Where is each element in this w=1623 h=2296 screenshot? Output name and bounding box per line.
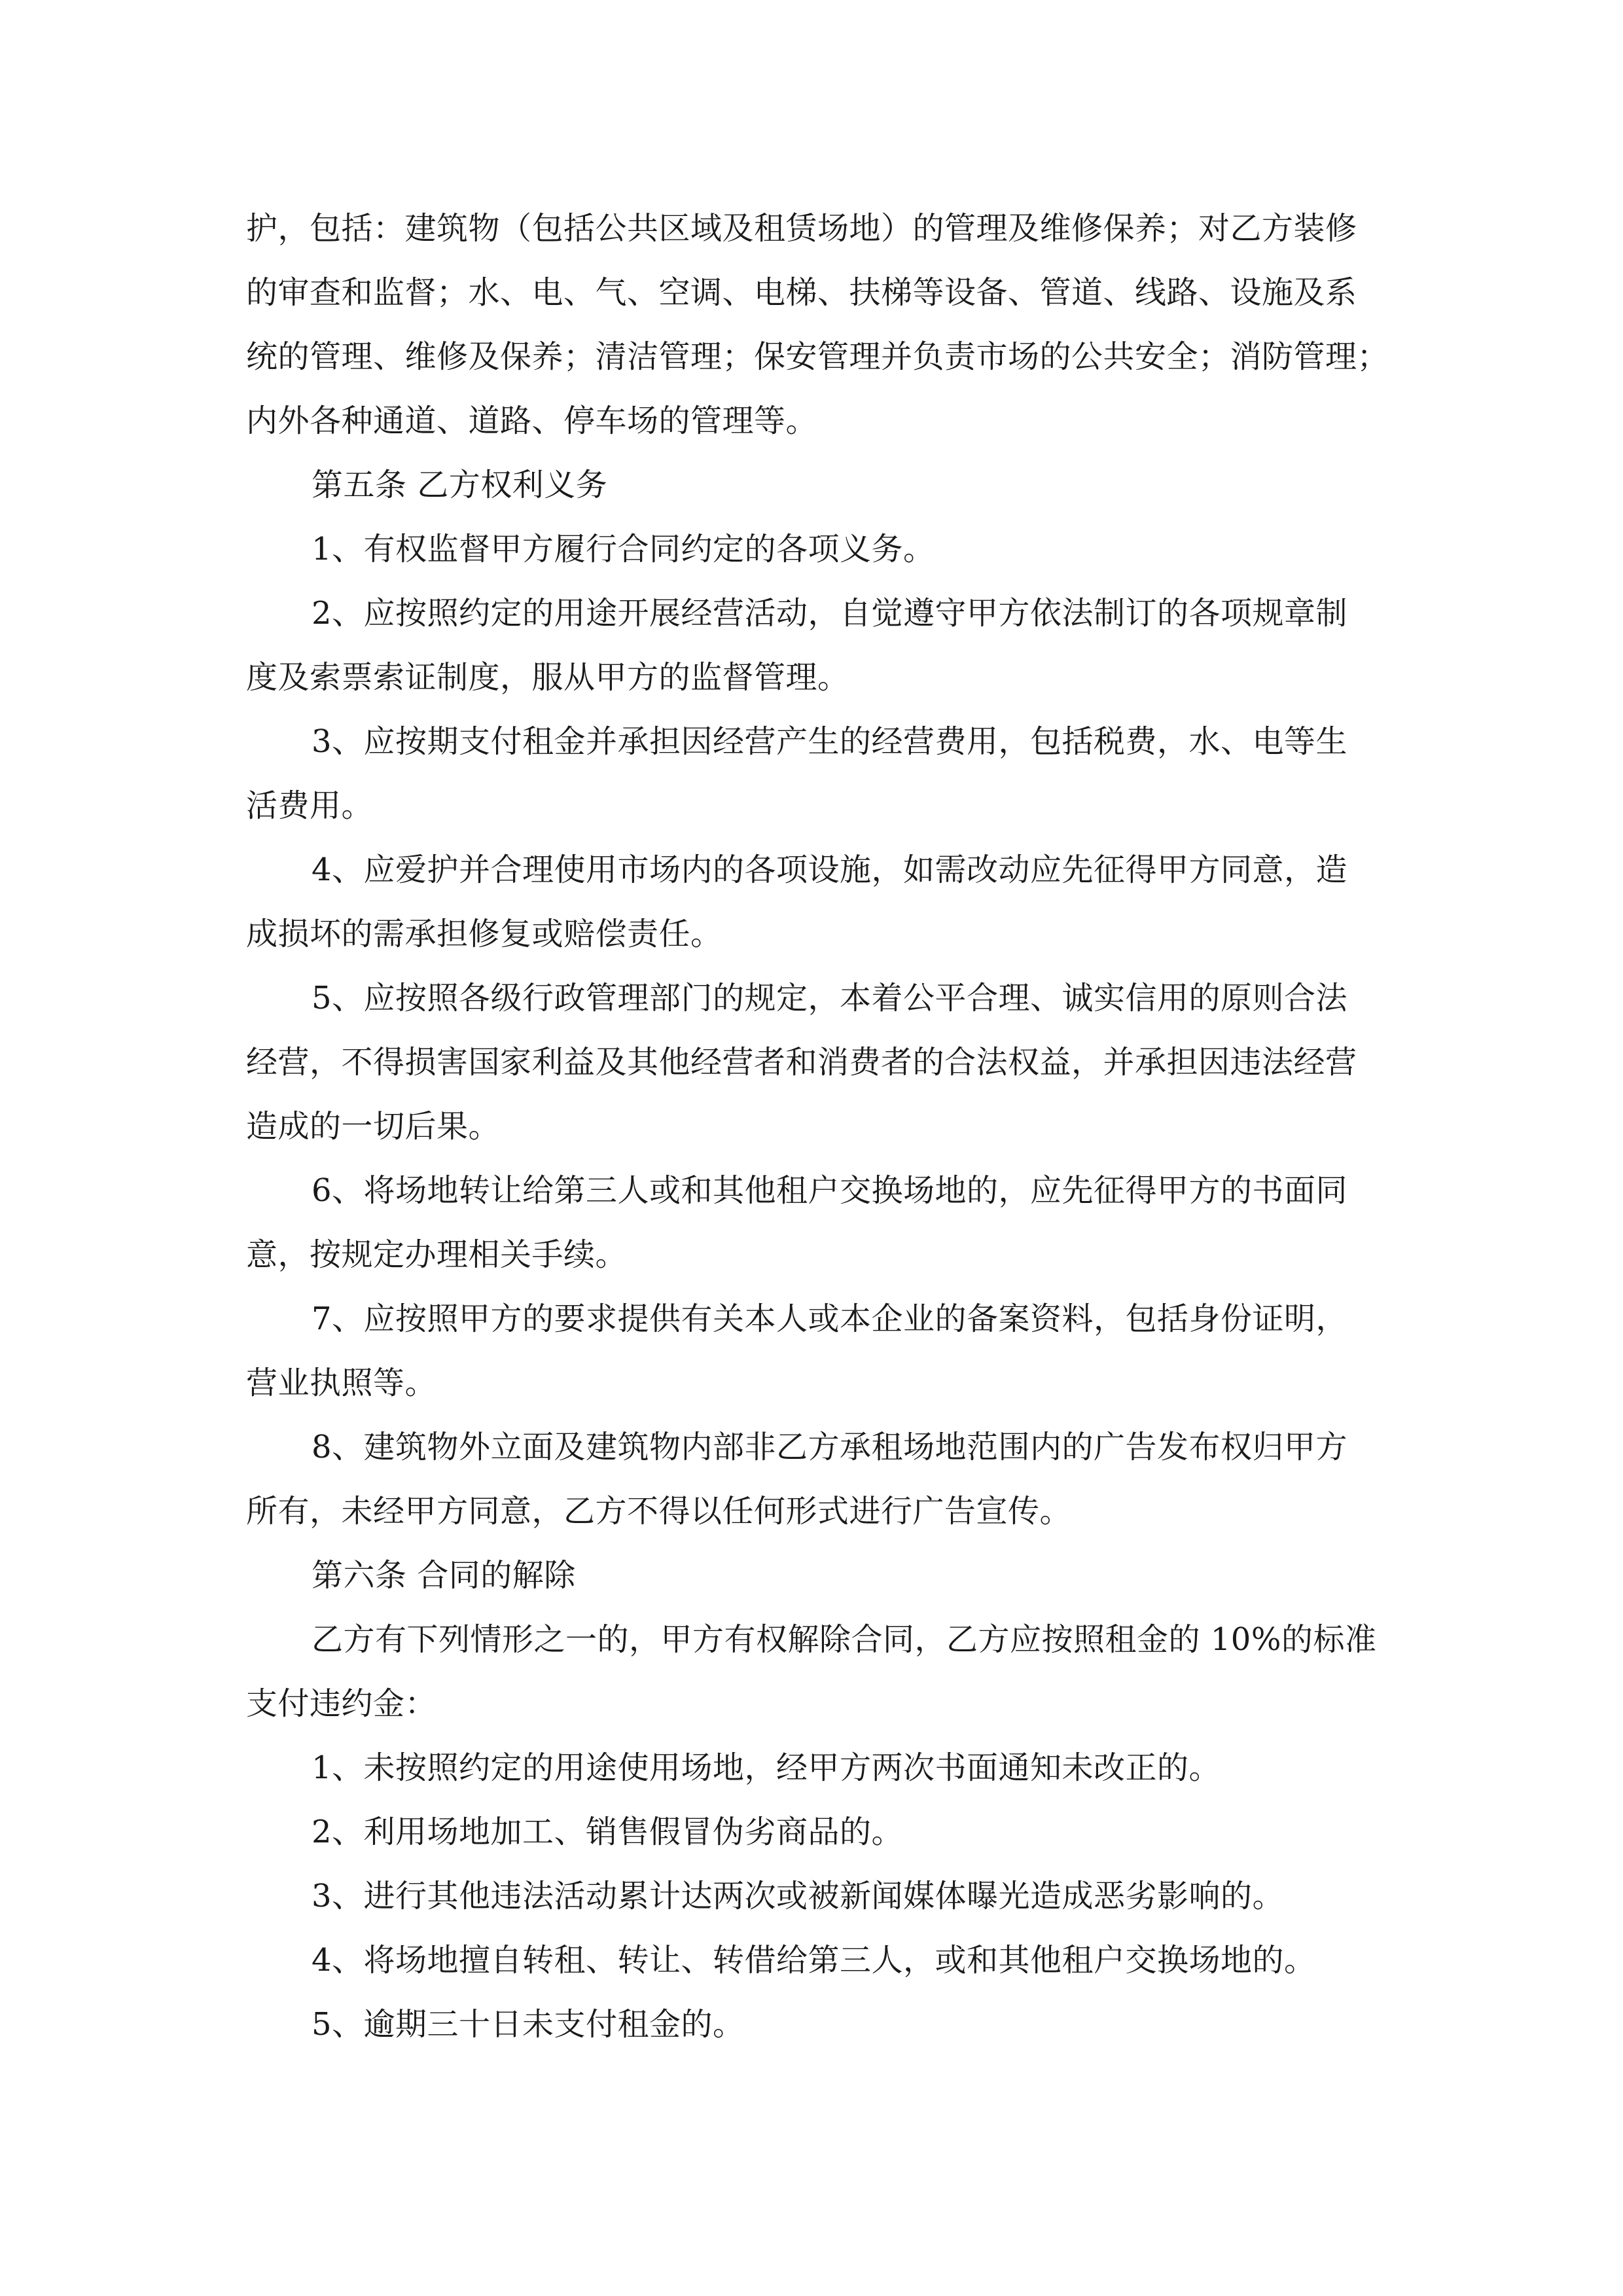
text-line: 活费用。 bbox=[246, 787, 374, 824]
text-line: 经营，不得损害国家利益及其他经营者和消费者的合法权益，并承担因违法经营 bbox=[246, 1044, 1357, 1081]
text-line: 的审查和监督；水、电、气、空调、电梯、扶梯等设备、管道、线路、设施及系 bbox=[246, 274, 1357, 311]
document-body bbox=[246, 196, 1424, 2056]
text-line: 3、应按期支付租金并承担因经营产生的经营费用，包括税费，水、电等生 bbox=[312, 723, 1348, 760]
text-line: 支付违约金： bbox=[246, 1685, 437, 1722]
text-line: 护，包括：建筑物（包括公共区域及租赁场地）的管理及维修保养；对乙方装修 bbox=[246, 210, 1357, 247]
text-line: 5、逾期三十日未支付租金的。 bbox=[312, 2006, 745, 2043]
text-line: 内外各种通道、道路、停车场的管理等。 bbox=[246, 403, 818, 439]
text-line: 营业执照等。 bbox=[246, 1365, 437, 1401]
text-line: 7、应按照甲方的要求提供有关本人或本企业的备案资料，包括身份证明， bbox=[312, 1300, 1348, 1337]
text-line: 造成的一切后果。 bbox=[246, 1108, 501, 1145]
text-line: 4、应爱护并合理使用市场内的各项设施，如需改动应先征得甲方同意，造 bbox=[312, 852, 1348, 888]
text-line: 6、将场地转让给第三人或和其他租户交换场地的，应先征得甲方的书面同 bbox=[312, 1172, 1348, 1209]
text-line: 意，按规定办理相关手续。 bbox=[246, 1236, 628, 1273]
text-line: 2、应按照约定的用途开展经营活动，自觉遵守甲方依法制订的各项规章制 bbox=[312, 595, 1348, 632]
text-line: 乙方有下列情形之一的，甲方有权解除合同，乙方应按照租金的 10%的标准 bbox=[312, 1621, 1377, 1658]
text-line: 度及索票索证制度，服从甲方的监督管理。 bbox=[246, 659, 849, 696]
text-line: 5、应按照各级行政管理部门的规定，本着公平合理、诚实信用的原则合法 bbox=[312, 980, 1348, 1016]
text-line: 统的管理、维修及保养；清洁管理；保安管理并负责市场的公共安全；消防管理； bbox=[246, 338, 1389, 375]
text-line: 8、建筑物外立面及建筑物内部非乙方承租场地范围内的广告发布权归甲方 bbox=[312, 1429, 1348, 1465]
text-line: 1、有权监督甲方履行合同约定的各项义务。 bbox=[312, 531, 935, 567]
article-heading: 第五条 乙方权利义务 bbox=[312, 467, 608, 503]
text-line: 成损坏的需承担修复或赔偿责任。 bbox=[246, 916, 722, 952]
text-line: 4、将场地擅自转租、转让、转借给第三人，或和其他租户交换场地的。 bbox=[312, 1942, 1316, 1979]
text-line: 3、进行其他违法活动累计达两次或被新闻媒体曝光造成恶劣影响的。 bbox=[312, 1878, 1285, 1914]
text-line: 1、未按照约定的用途使用场地，经甲方两次书面通知未改正的。 bbox=[312, 1749, 1221, 1786]
text-line: 2、利用场地加工、销售假冒伪劣商品的。 bbox=[312, 1814, 904, 1850]
text-line: 所有，未经甲方同意，乙方不得以任何形式进行广告宣传。 bbox=[246, 1493, 1072, 1530]
article-heading: 第六条 合同的解除 bbox=[312, 1557, 576, 1594]
